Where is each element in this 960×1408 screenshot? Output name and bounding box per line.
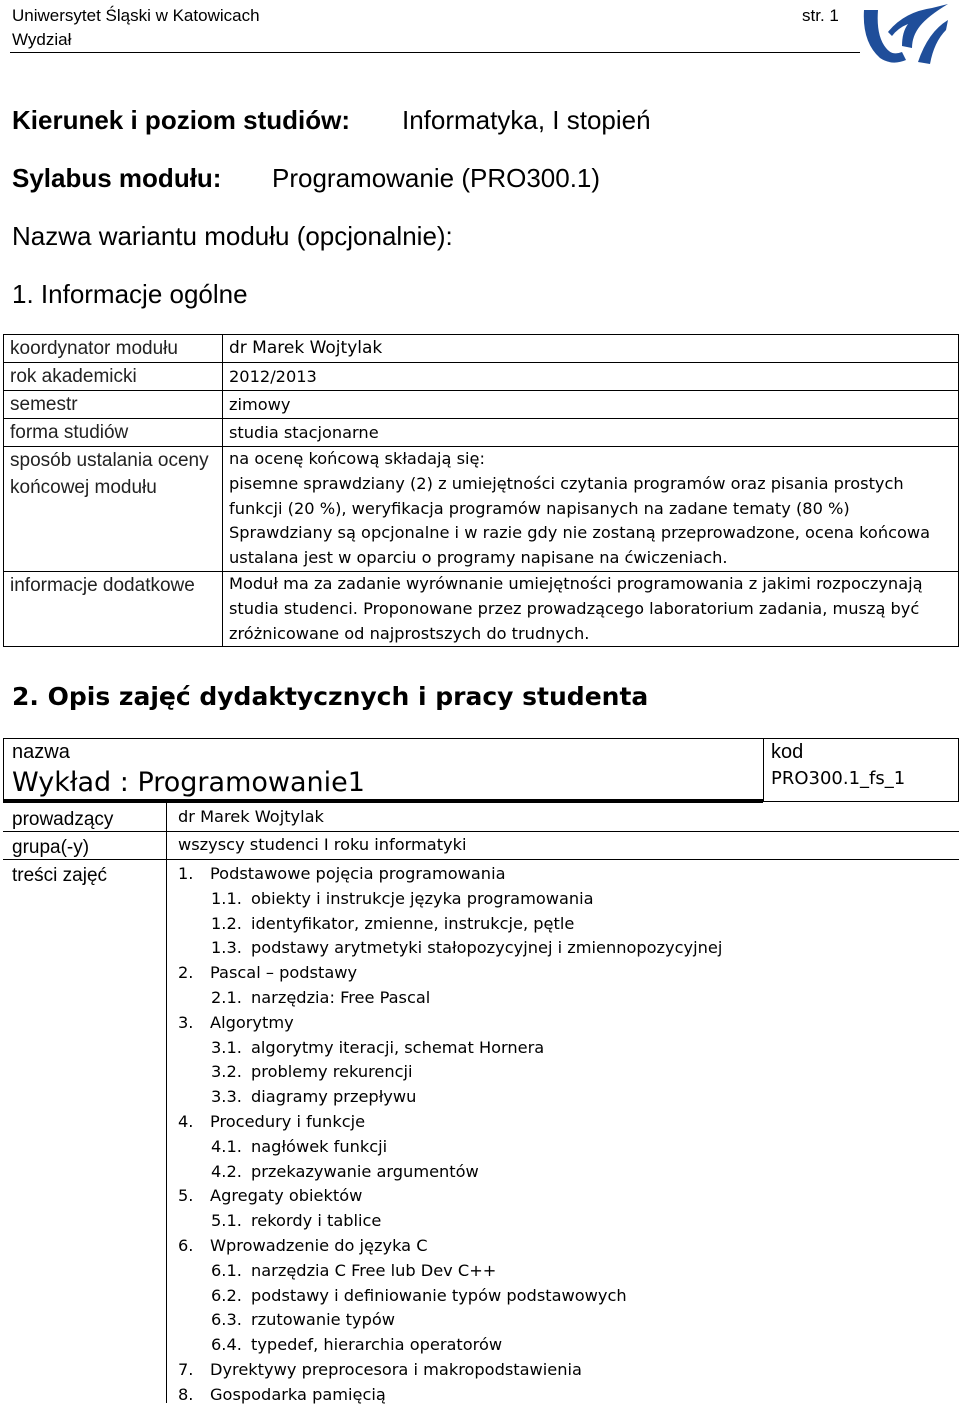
row-value: 2012/2013 [223, 363, 959, 391]
row-value: zimowy [223, 391, 959, 419]
sub-list-item [178, 1036, 722, 1061]
header-rule [10, 52, 860, 53]
sub-list-item-text: narzędzia: Free Pascal [251, 987, 431, 1007]
sub-list-item-number: 1.2. [211, 913, 242, 933]
university-name: Uniwersytet Śląski w Katowicach [12, 6, 260, 25]
list-item-text: Dyrektywy preprocesora i makropodstawienia [210, 1359, 582, 1379]
sub-list-item-number: 2.1. [211, 987, 242, 1007]
sub-list-item-text: podstawy i definiowanie typów podstawowych [251, 1285, 627, 1305]
program-label: Kierunek i poziom studiów: [12, 105, 351, 135]
sub-list-item-text: narzędzia C Free lub Dev C++ [251, 1260, 497, 1280]
sub-list-item-text: typedef, hierarchia operatorów [251, 1335, 503, 1355]
list-item [178, 1110, 722, 1135]
grading-line: pisemne sprawdziany (2) z umiejętności czytania programów oraz pisania prostych funkcji (20 %), weryfikacja programów napisanych na zadane tematy (80 %) [229, 473, 904, 518]
extra-label: informacje dodatkowe [4, 571, 223, 646]
sub-list-item-number: 5.1. [211, 1211, 242, 1231]
teacher-label: prowadzący [12, 809, 114, 830]
sub-list-item-text: problemy rekurencji [251, 1062, 413, 1082]
sub-list-item [178, 1085, 722, 1110]
sub-list-item-text: identyfikator, zmienne, instrukcje, pętle [251, 913, 575, 933]
grading-line: Sprawdziany są opcjonalne i w razie gdy nie zostaną przeprowadzone, ocena końcowa ustalana jest w oparciu o programy napisane na ćwiczeniach. [229, 523, 931, 568]
list-item [178, 1184, 722, 1209]
list-item-number: 2. [178, 963, 194, 983]
list-item-number: 5. [178, 1186, 194, 1206]
table-row [4, 335, 959, 363]
sub-list-item-number: 6.3. [211, 1310, 242, 1330]
list-item [178, 1234, 722, 1259]
row-value: dr Marek Wojtylak [223, 335, 959, 363]
syllabus-label: Sylabus modułu: [12, 163, 222, 193]
sub-list-item-text: algorytmy iteracji, schemat Hornera [251, 1037, 545, 1057]
grading-label: sposób ustalania oceny końcowej modułu [4, 447, 223, 572]
row-label: forma studiów [4, 419, 223, 447]
university-logo-icon [858, 2, 950, 66]
sub-list-item-text: przekazywanie argumentów [251, 1161, 479, 1181]
code-label: kod [771, 741, 804, 763]
sub-list-item-number: 3.1. [211, 1037, 242, 1057]
grading-line: na ocenę końcową składają się: [229, 449, 485, 468]
table-row [4, 419, 959, 447]
list-item [178, 1011, 722, 1036]
table-row [4, 363, 959, 391]
sub-list-item [178, 1160, 722, 1185]
group-value: wszyscy studenci I roku informatyki [178, 835, 467, 854]
list-item-text: Podstawowe pojęcia programowania [210, 864, 506, 883]
list-item [178, 862, 722, 887]
sub-list-item-text: rekordy i tablice [251, 1211, 382, 1231]
sub-list-item-number: 3.3. [211, 1087, 242, 1107]
sub-list-item-text: podstawy arytmetyki stałopozycyjnej i zmiennopozycyjnej [251, 938, 723, 958]
sub-list-item-number: 1.3. [211, 938, 242, 958]
list-item-number: 3. [178, 1012, 194, 1032]
sub-list-item [178, 1259, 722, 1284]
table-row [4, 447, 959, 572]
sub-list-item-number: 4.2. [211, 1161, 242, 1181]
course-header-divider [763, 738, 764, 802]
sub-list-item-number: 4.1. [211, 1136, 242, 1156]
list-item-number: 1. [178, 864, 194, 883]
thick-rule [3, 799, 763, 803]
list-item-text: Gospodarka pamięcią [210, 1384, 386, 1404]
general-info-table [3, 334, 959, 647]
content-list [178, 862, 722, 1408]
list-item-number: 8. [178, 1384, 194, 1404]
sub-list-item-number: 6.2. [211, 1285, 242, 1305]
row-label: koordynator modułu [4, 335, 223, 363]
list-item-number: 7. [178, 1359, 194, 1379]
list-item-number: 6. [178, 1235, 194, 1255]
header-left [12, 4, 260, 52]
list-item [178, 1358, 722, 1383]
sub-list-item [178, 887, 722, 912]
list-item [178, 961, 722, 986]
list-item-text: Wprowadzenie do języka C [210, 1235, 428, 1255]
sub-list-item-text: diagramy przepływu [251, 1087, 417, 1107]
sub-list-item [178, 1308, 722, 1333]
list-item-number: 4. [178, 1111, 194, 1131]
program-value: Informatyka, I stopień [402, 105, 651, 135]
sub-list-item [178, 1060, 722, 1085]
row-label: rok akademicki [4, 363, 223, 391]
sub-list-item-text: nagłówek funkcji [251, 1136, 388, 1156]
sub-list-item [178, 986, 722, 1011]
list-item [178, 1383, 722, 1408]
table-row [4, 391, 959, 419]
sub-list-item [178, 912, 722, 937]
sub-list-item-number: 3.2. [211, 1062, 242, 1082]
sub-list-item-text: obiekty i instrukcje języka programowania [251, 888, 594, 908]
list-item-text: Procedury i funkcje [210, 1111, 366, 1131]
list-item-text: Agregaty obiektów [210, 1186, 363, 1206]
course-title: Wykład : Programowanie1 [12, 767, 365, 798]
sub-list-item [178, 1209, 722, 1234]
sub-list-item-text: rzutowanie typów [251, 1310, 396, 1330]
variant-label: Nazwa wariantu modułu (opcjonalnie): [12, 221, 453, 251]
content-label: treści zajęć [12, 865, 108, 886]
code-value: PRO300.1_fs_1 [771, 768, 906, 789]
page-number: str. 1 [802, 6, 839, 25]
grading-value [223, 447, 959, 572]
syllabus-value: Programowanie (PRO300.1) [272, 163, 601, 193]
section1-title: 1. Informacje ogólne [12, 279, 248, 309]
table-row [4, 571, 959, 646]
sub-list-item [178, 1135, 722, 1160]
sub-list-item-number: 6.1. [211, 1260, 242, 1280]
row-value: studia stacjonarne [223, 419, 959, 447]
list-item-text: Algorytmy [210, 1012, 294, 1032]
sub-list-item [178, 1284, 722, 1309]
row-label: semestr [4, 391, 223, 419]
faculty-name: Wydział [12, 30, 72, 49]
section2-title: 2. Opis zajęć dydaktycznych i pracy studenta [12, 682, 649, 711]
name-label: nazwa [12, 741, 70, 763]
sub-list-item-number: 6.4. [211, 1335, 242, 1355]
sub-list-item-number: 1.1. [211, 888, 242, 908]
sub-list-item [178, 1333, 722, 1358]
row-divider [3, 831, 959, 832]
row-divider [3, 859, 959, 860]
list-item-text: Pascal – podstawy [210, 963, 358, 983]
sub-list-item [178, 936, 722, 961]
group-label: grupa(-y) [12, 837, 90, 858]
teacher-value: dr Marek Wojtylak [178, 807, 324, 826]
extra-value: Moduł ma za zadanie wyrównanie umiejętności programowania z jakimi rozpoczynają studia studenci. Proponowane przez prowadzącego laboratorium zadania, muszą być zróżnicowane od najprostszych do trudnych. [223, 571, 959, 646]
column-divider [166, 803, 167, 1403]
